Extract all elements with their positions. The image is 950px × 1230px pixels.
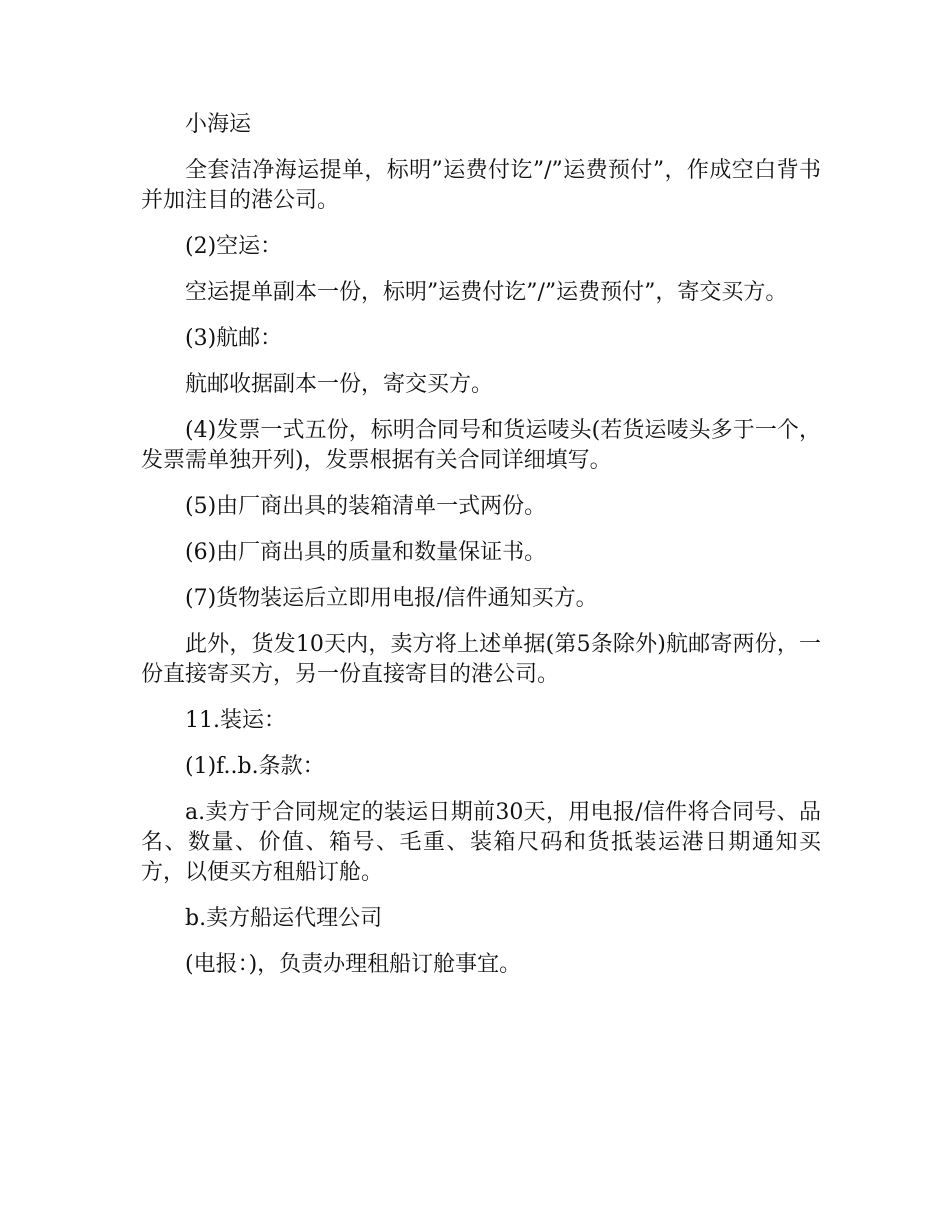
paragraph-shipment-notice: (7)货物装运后立即用电报/信件通知买方。 bbox=[185, 586, 598, 611]
heading-shipment: 11.装运： bbox=[185, 708, 286, 733]
heading-airmail: (3)航邮： bbox=[185, 326, 283, 351]
heading-air-freight: (2)空运： bbox=[185, 234, 283, 259]
paragraph-additional-documents: 此外，货发10天内，卖方将上述单据(第5条除外)航邮寄两份，一份直接寄买方，另一份直接寄目的港公司。 bbox=[141, 632, 821, 687]
paragraph-packing-list: (5)由厂商出具的装箱清单一式两份。 bbox=[185, 494, 547, 519]
paragraph-airmail-receipt: 航邮收据副本一份，寄交买方。 bbox=[185, 372, 494, 397]
document-body bbox=[141, 110, 821, 996]
heading-fob-terms: (1)f..b.条款： bbox=[185, 754, 325, 779]
paragraph-telegram-booking: (电报：)，负责办理租船订舱事宜。 bbox=[185, 952, 522, 977]
paragraph-quality-certificate: (6)由厂商出具的质量和数量保证书。 bbox=[185, 540, 547, 565]
paragraph-invoice: (4)发票一式五份，标明合同号和货运唛头(若货运唛头多于一个，发票需单独开列)，发票根据有关合同详细填写。 bbox=[141, 418, 821, 473]
paragraph-clause-a: a.卖方于合同规定的装运日期前30天，用电报/信件将合同号、品名、数量、价值、箱号、毛重、装箱尺码和货抵装运港日期通知买方，以便买方租船订舱。 bbox=[141, 800, 821, 885]
paragraph-clause-b: b.卖方船运代理公司 bbox=[185, 906, 383, 931]
paragraph-air-waybill: 空运提单副本一份，标明”运费付讫”/”运费预付”，寄交买方。 bbox=[185, 280, 788, 305]
paragraph-ocean-bill-of-lading: 全套洁净海运提单，标明”运费付讫”/”运费预付”，作成空白背书并加注目的港公司。 bbox=[141, 158, 821, 213]
paragraph-small-sea-freight: 小海运 bbox=[185, 112, 252, 137]
